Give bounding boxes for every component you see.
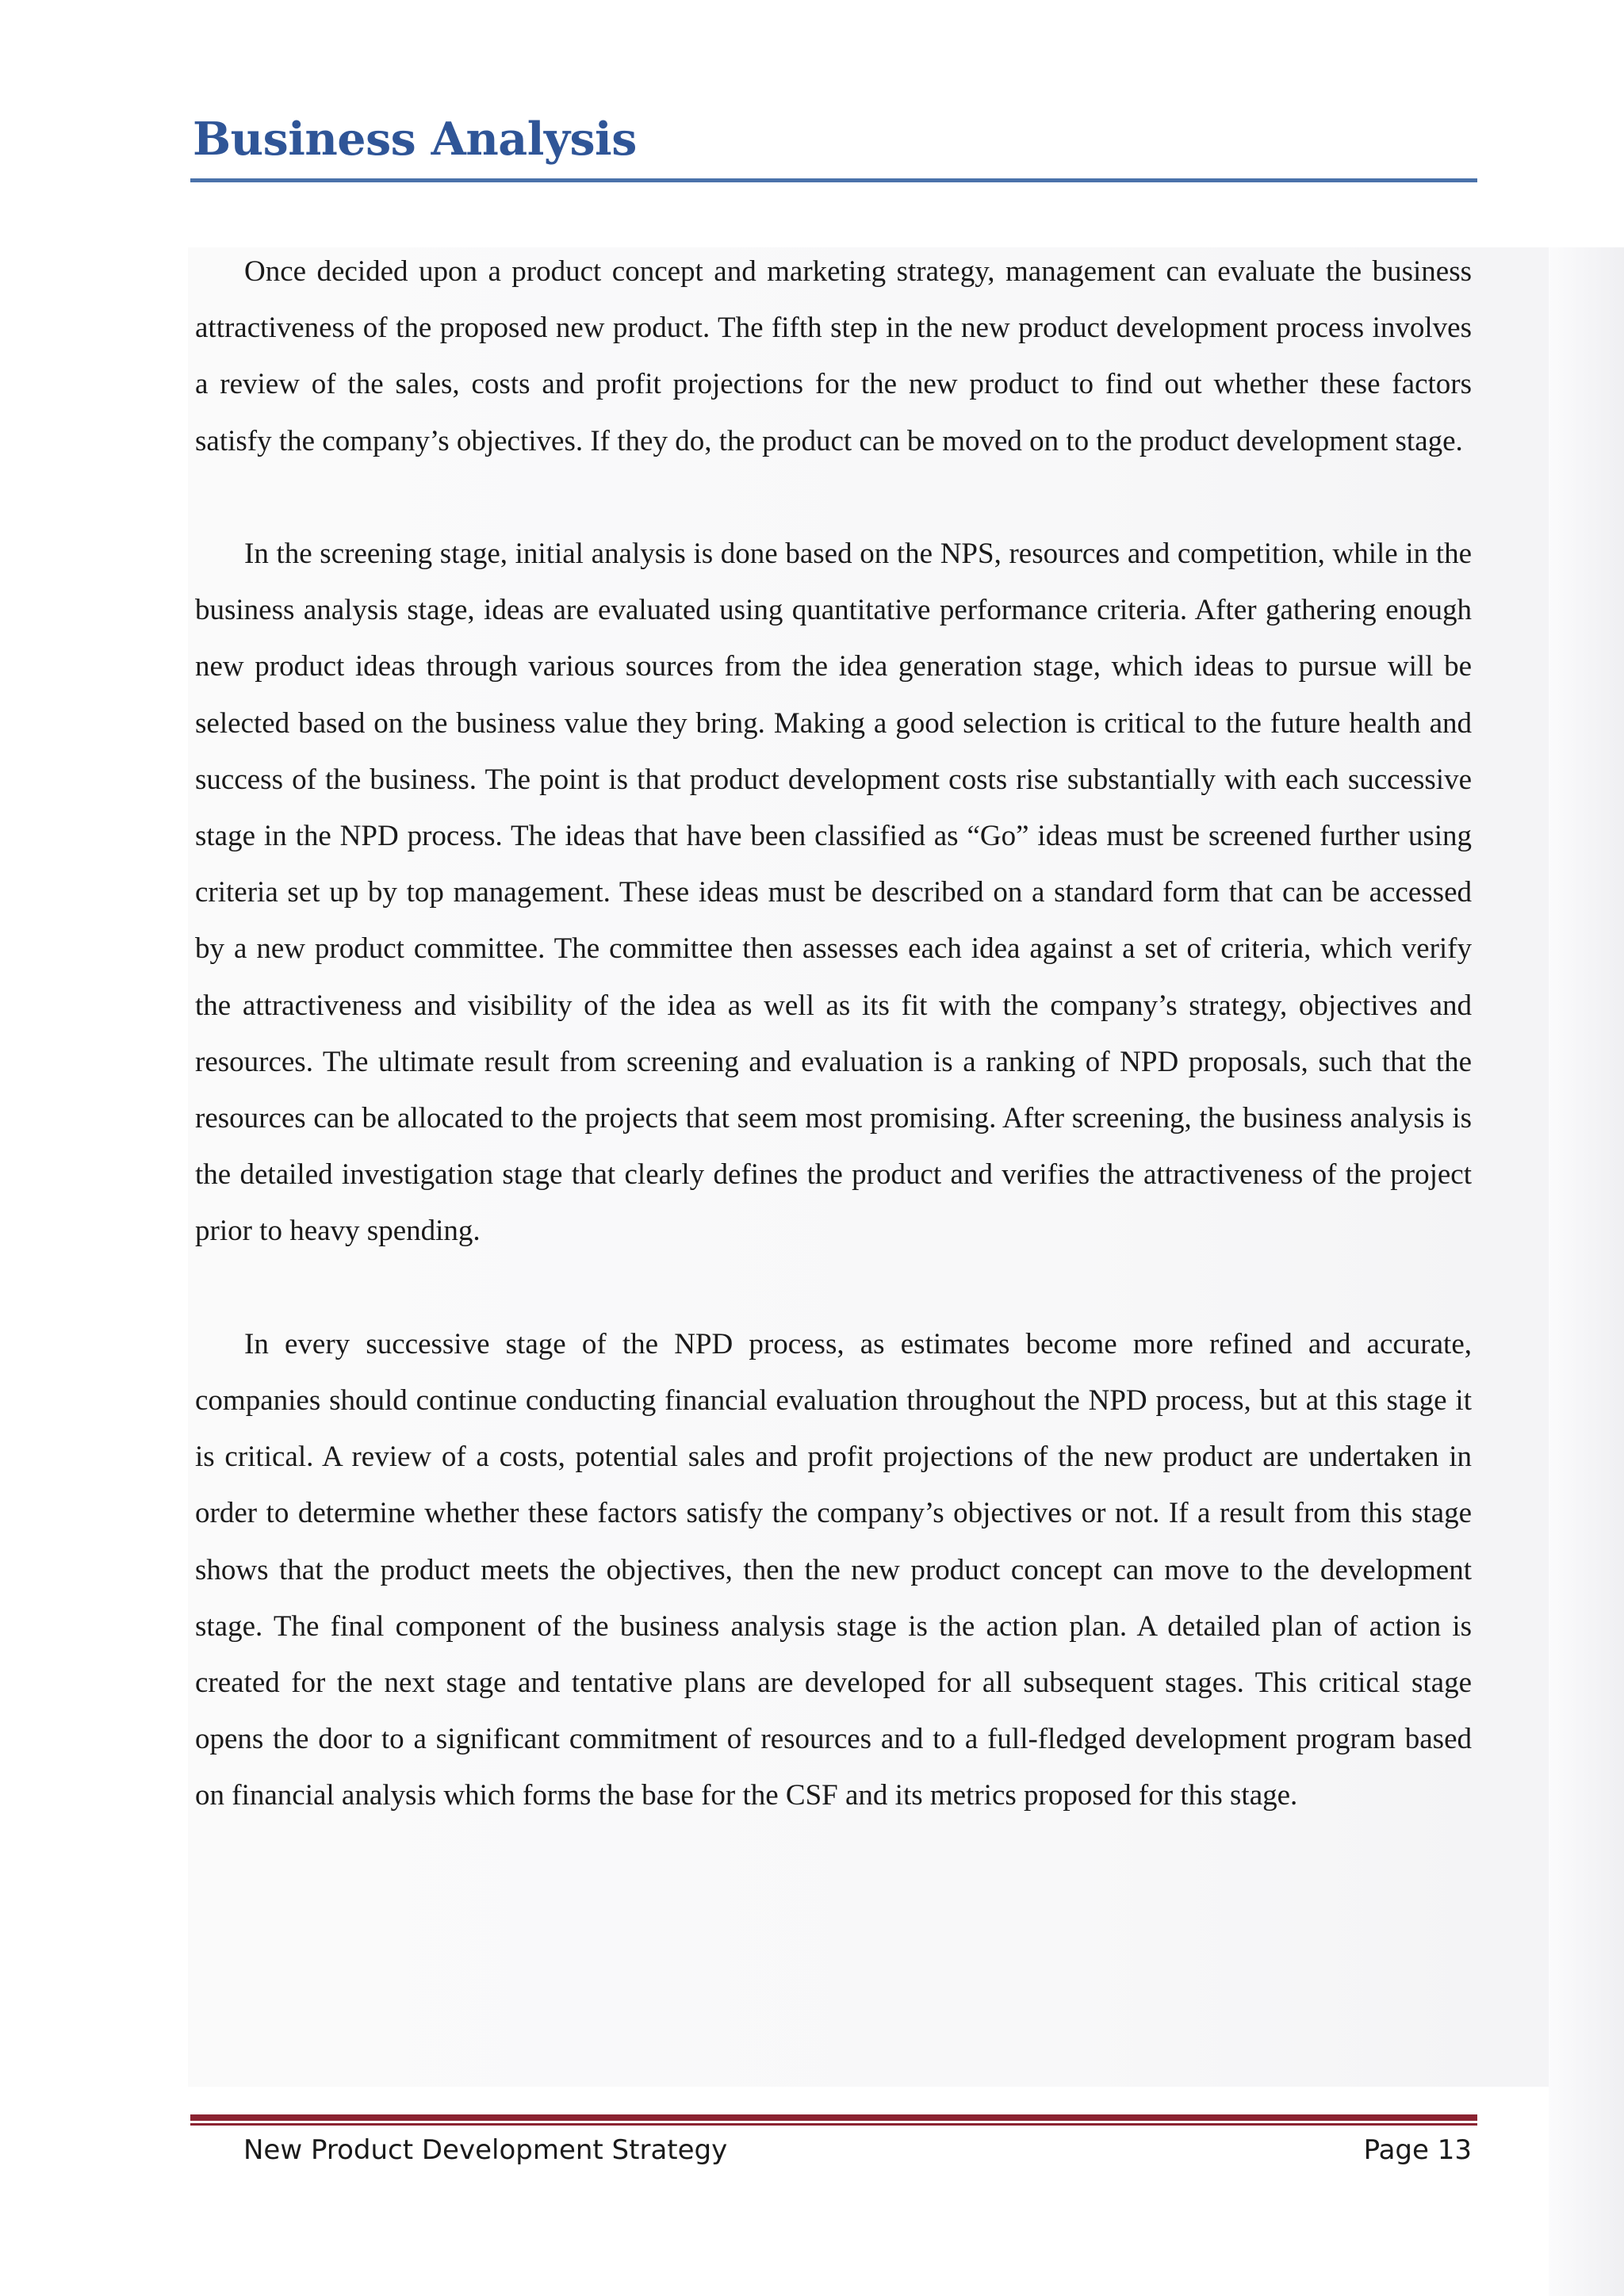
- footer-document-title: New Product Development Strategy: [243, 2134, 728, 2166]
- section-title: Business Analysis: [193, 113, 637, 166]
- title-underline: [190, 178, 1477, 182]
- footer-rule: [190, 2114, 1477, 2121]
- paragraph-3: In every successive stage of the NPD process, as estimates become more refined and accurate, companies should continue conducting financial evaluation throughout the NPD process, but at this stage it is critical. A review of a costs, potential sales and profit projections of the new product are undertaken in order to determine whether these factors satisfy the company’s objectives or not. If a result from this stage shows that the product meets the objectives, then the new product concept can move to the development stage. The final component of the business analysis stage is the action plan. A detailed plan of action is created for the next stage and tentative plans are developed for all subsequent stages. This critical stage opens the door to a significant commitment of resources and to a full-fledged development program based on financial analysis which forms the base for the CSF and its metrics proposed for this stage.: [195, 1327, 1472, 1812]
- footer-rule-thin: [190, 2123, 1477, 2126]
- body-text: [195, 243, 1472, 1824]
- paragraph-2: In the screening stage, initial analysis is done based on the NPS, resources and competition, while in the business analysis stage, ideas are evaluated using quantitative performance criteria. After gathering enough new product ideas through various sources from the idea generation stage, which ideas to pursue will be selected based on the business value they bring. Making a good selection is critical to the future health and success of the business. The point is that product development costs rise substantially with each successive stage in the NPD process. The ideas that have been classified as “Go” ideas must be screened further using criteria set up by top management. These ideas must be described on a standard form that can be accessed by a new product committee. The committee then assesses each idea against a set of criteria, which verify the attractiveness and visibility of the idea as well as its fit with the company’s strategy, objectives and resources. The ultimate result from screening and evaluation is a ranking of NPD proposals, such that the resources can be allocated to the projects that seem most promising. After screening, the business analysis is the detailed investigation stage that clearly defines the product and verifies the attractiveness of the project prior to heavy spending.: [195, 538, 1472, 1248]
- paragraph-1: Once decided upon a product concept and marketing strategy, management can evaluate the business attractiveness of the proposed new product. The fifth step in the new product development process involves a review of the sales, costs and profit projections for the new product to find out whether these factors satisfy the company’s objectives. If they do, the product can be moved on to the product development stage.: [195, 255, 1472, 457]
- page-edge-shadow: [1549, 247, 1624, 2296]
- footer-page-number: Page 13: [1363, 2134, 1472, 2166]
